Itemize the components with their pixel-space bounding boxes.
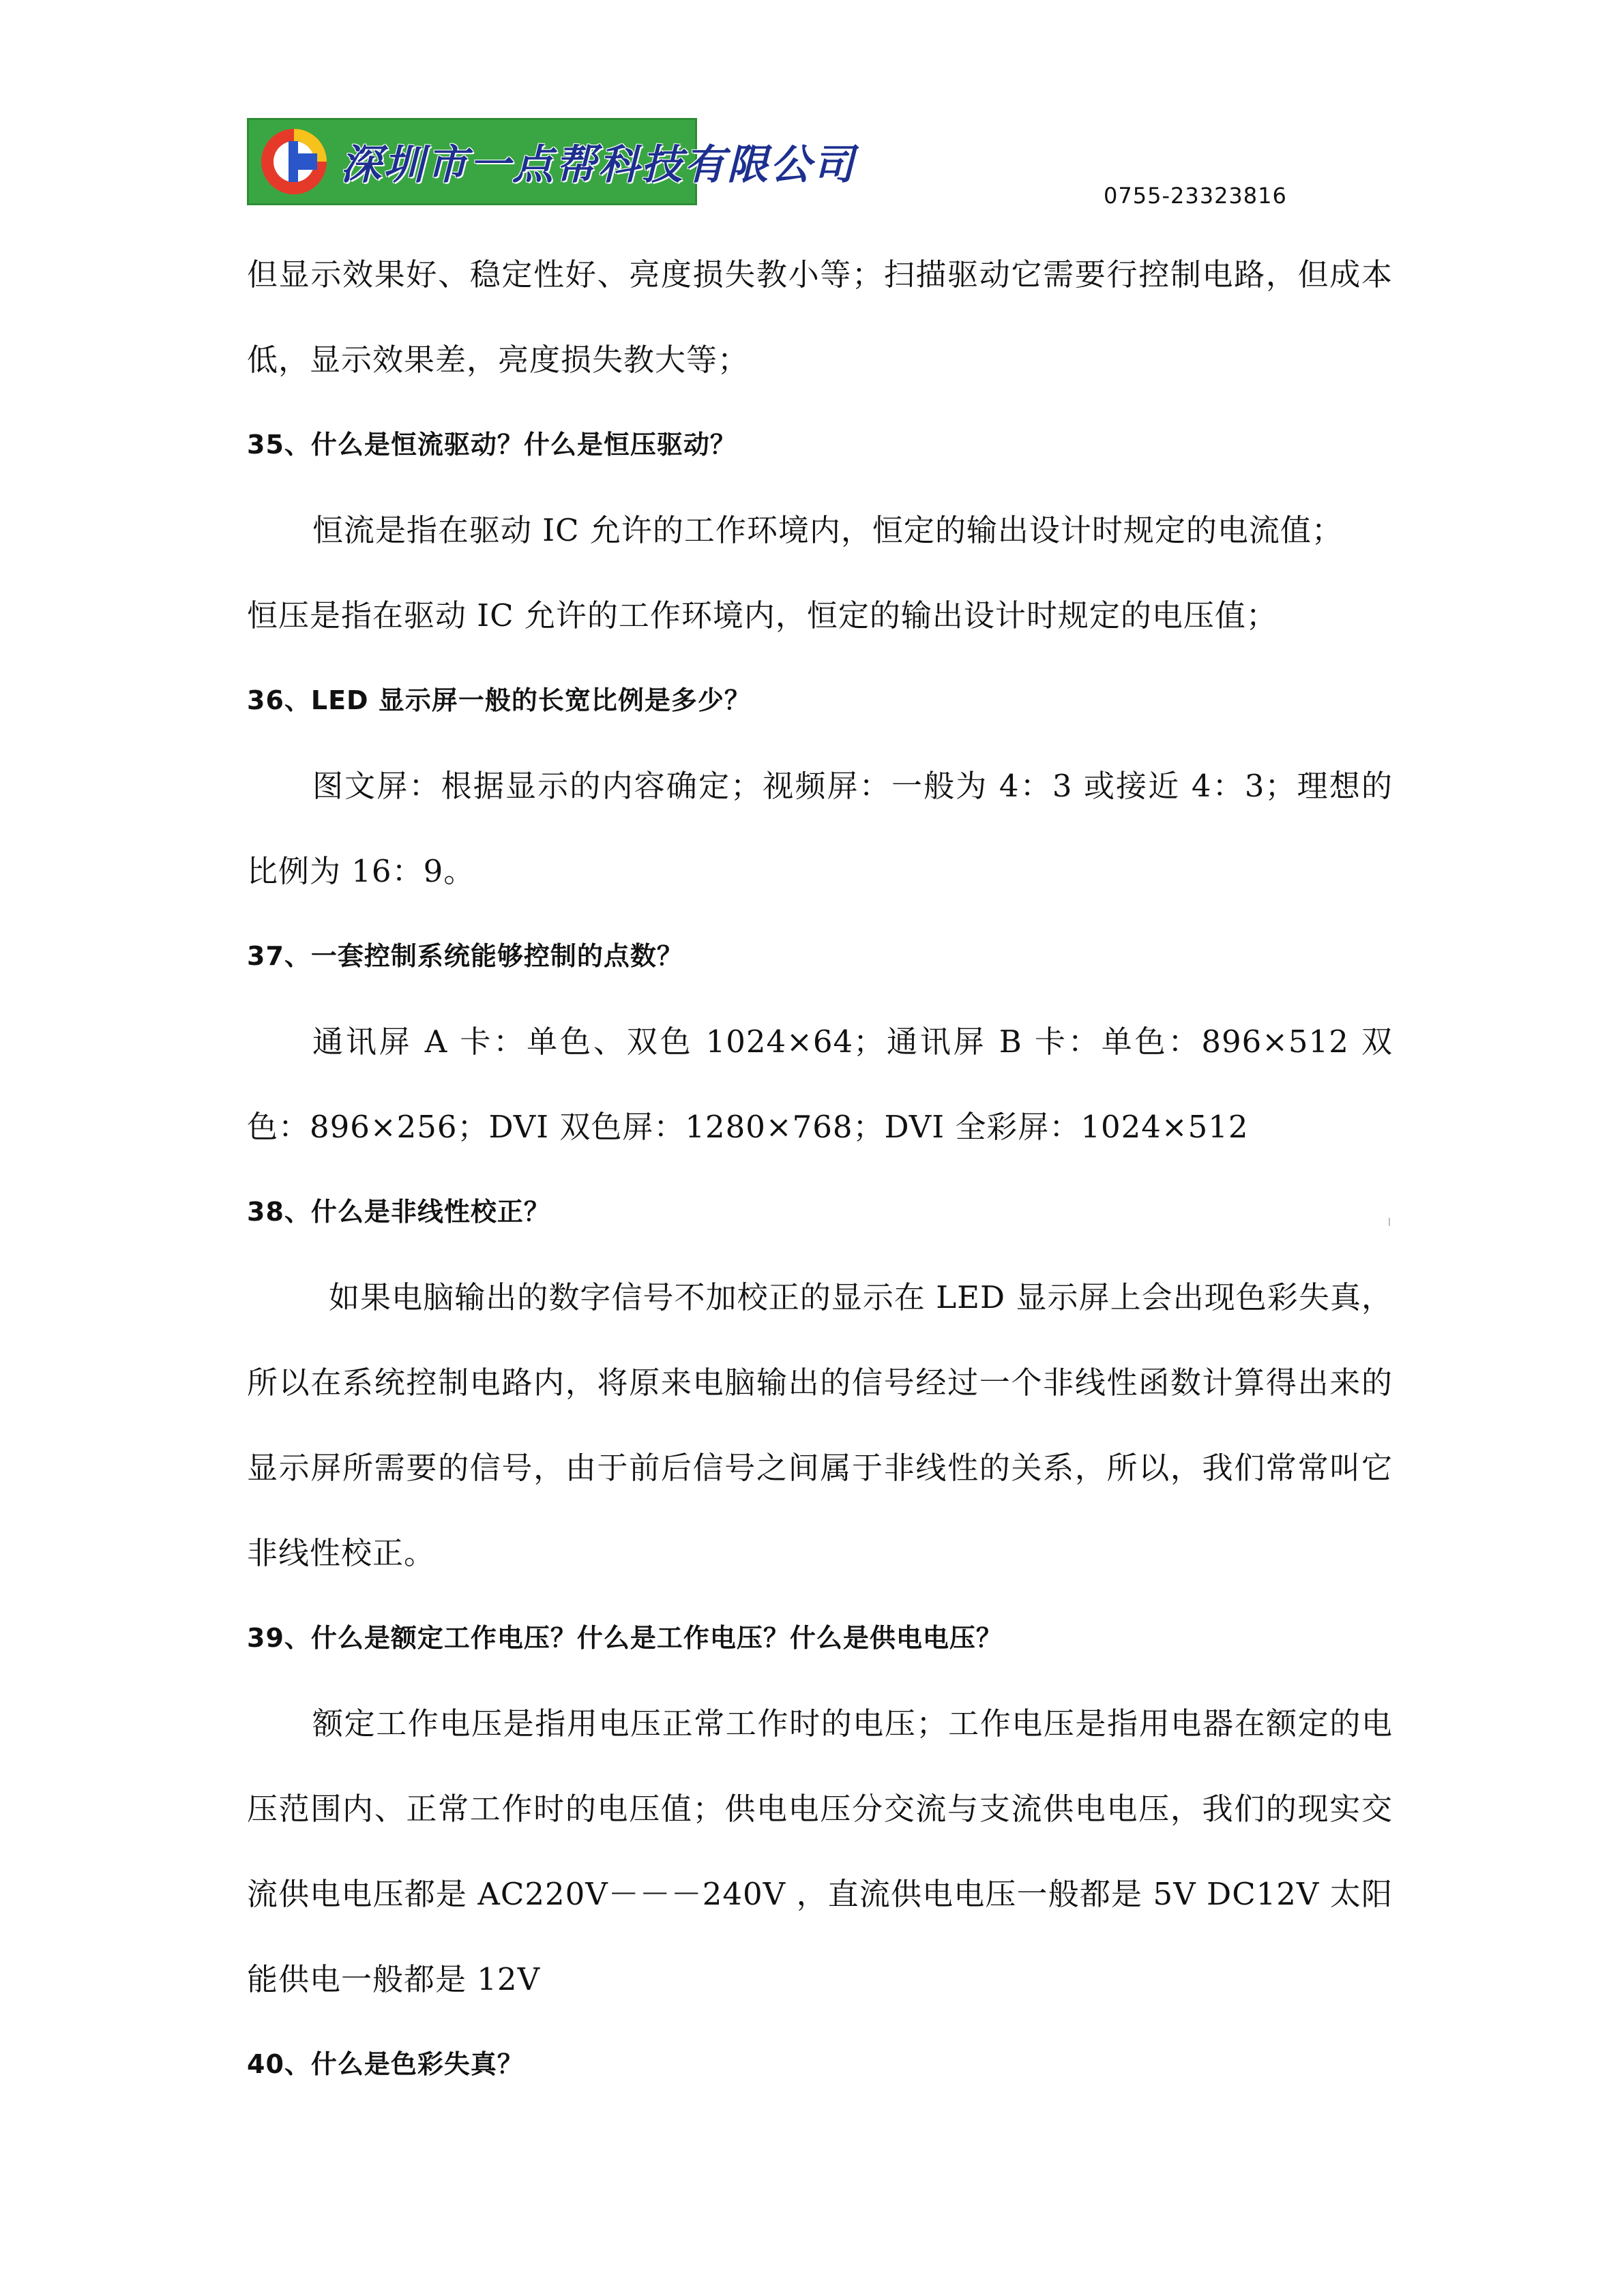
answer-38: 如果电脑输出的数字信号不加校正的显示在 LED 显示屏上会出现色彩失真，所以在系统控制电路内，将原来电脑输出的信号经过一个非线性函数计算得出来的显示屏所需要的信号，由于前后信号之间属于非线性的关系，所以，我们常常叫它非线性校正。 [247,1279,1393,1571]
question-38: 38、什么是非线性校正？ [247,1197,550,1227]
answer-35-line-2: 恒压是指在驱动 IC 允许的工作环境内，恒定的输出设计时规定的电压值； [247,597,1278,633]
page-header [0,0,1624,225]
answer-35-line-1: 恒流是指在驱动 IC 允许的工作环境内，恒定的输出设计时规定的电流值； [312,512,1343,548]
logo-mark-icon [259,126,329,197]
question-35: 35、什么是恒流驱动？什么是恒压驱动？ [247,430,737,460]
answer-39: 额定工作电压是指用电压正常工作时的电压；工作电压是指用电器在额定的电压范围内、正常工作时的电压值；供电电压分交流与支流供电电压，我们的现实交流供电电压都是 AC220V－－－240V ，直流供电电压一般都是 5V DC12V 太阳能供电一般都是 12V [247,1705,1393,1997]
company-logo [247,118,856,205]
document-body [247,232,1393,2107]
paragraph-continuation: 但显示效果好、稳定性好、亮度损失教小等；扫描驱动它需要行控制电路，但成本低，显示效果差，亮度损失教大等； [247,256,1393,378]
question-37: 37、一套控制系统能够控制的点数？ [247,941,683,971]
header-phone-number: 0755-23323816 [1104,183,1287,209]
answer-37: 通讯屏 A 卡：单色、双色 1024×64；通讯屏 B 卡：单色：896×512 双色：896×256；DVI 双色屏：1280×768；DVI 全彩屏：1024×512 [247,1024,1393,1145]
question-36: 36、LED 显示屏一般的长宽比例是多少？ [247,685,751,715]
margin-mark [1389,1218,1390,1226]
logo-company-name: 深圳市一点帮科技有限公司 [340,141,856,189]
question-39: 39、什么是额定工作电压？什么是工作电压？什么是供电电压？ [247,1623,1003,1653]
question-40: 40、什么是色彩失真？ [247,2049,524,2079]
answer-36: 图文屏：根据显示的内容确定；视频屏：一般为 4：3 或接近 4：3；理想的比例为 16：9。 [247,768,1393,889]
